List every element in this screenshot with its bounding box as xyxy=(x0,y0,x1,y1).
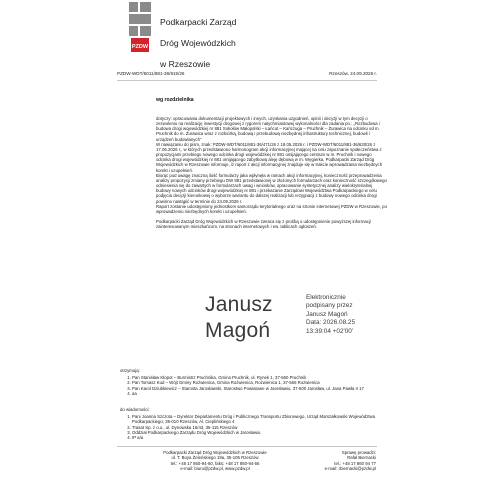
signature-details xyxy=(306,294,355,336)
footer-line: e-mail: rbiernacki@pzdw.pl xyxy=(324,466,376,472)
footer-contact xyxy=(135,450,295,472)
list-item: 2. Trasat Sp. z o.o., ul. Dynowska 15/43, 35-115 Rzeszów xyxy=(132,425,394,430)
list-item: 4. aa xyxy=(132,391,394,396)
org-line: Podkarpacki Zarząd xyxy=(160,16,237,27)
header-divider xyxy=(117,80,377,81)
list-item: 2. Pan Tomasz Kud – Wójt Gminy Rożwienica, Gmina Rożwienica, Rożwienica 1, 37-565 Rożwienica xyxy=(132,380,394,385)
organization-name xyxy=(160,6,236,69)
reference-number: PZDW-WDT/6011/881-36/915/26 xyxy=(117,71,185,76)
recipients-heading: otrzymują: xyxy=(120,368,140,373)
signature-last-name: Magoń xyxy=(205,319,271,342)
footer-line: e-mail: biuro@pzdw.pl, www.pzdw.pl xyxy=(180,466,250,472)
cc-heading: do wiadomości: xyxy=(120,407,150,412)
place-date: Rzeszów, 24.09.2026 r. xyxy=(329,71,377,76)
footer-line: ul. T. Boya Żeleńskiego 19a, 35-105 Rzeszów xyxy=(171,455,259,461)
signature-line: Elektronicznie xyxy=(306,294,346,301)
body-paragraph: W nawiązaniu do pism, znak: PZDW-WDT/6011/881-36/471/26 z 18.05.2026 r. i PZDW-WDT/6011/881-36/630/26 z 17.06.2026 r., w których przedstawiono harmonogram akcji informacyjnej mającej na celu zapoznanie społeczeństwa z propozycjami przebiegu nowego odcinka drogi wojewódzkiej nr 881 omijającego centrum w m. Pruchnik i nowego odcinka drogi wojewódzkiej nr 881 omijającego zabytkową aleję dębową w m. Węgierka, Podkarpacki Zarząd Dróg Wojewódzkich w Rzeszowie informuje, iż raport z akcji informacyjnej znajduje się w trakcie wprowadzania niezbędnych korekt i uzupełnień. xyxy=(156,141,383,173)
list-item: 4. IP a/a xyxy=(132,435,394,440)
pzdw-logo-icon xyxy=(129,2,151,54)
signature-line: 13:39:04 +02'00' xyxy=(306,327,354,335)
list-item: 1. Pani Joanna Szczota – Dyrektor Departamentu Dróg i Publicznego Transportu Zbiorowego, Urząd Marszałkowski Województwa Podkarpackiego, 35-010 Rzeszów, Al. Cieplińskiego 4 xyxy=(132,414,394,424)
subject-paragraph: dotyczy: opracowania dokumentacji projektowych i innych, uzyskania uzgodnień, opinii i decyzji w tym decyzji o zezwoleniu na realizację inwestycji drogowej z rygorem natychmiastowej wykonalności dla zadania pn.: „Rozbudowa i budowa drogi wojewódzkiej nr 881 Sokołów Małopolski – Łańcut – Kańczuga – Pruchnik – Żurawica na odcinku od m. Pruchnik do m. Żurawica wraz z rozbiórką, budową i przebudową niezbędnej infrastruktury technicznej, budowli i urządzeń budowlanych” xyxy=(156,116,380,142)
list-item: 1. Pan Stanisław Kłopot – Burmistrz Pruchnika, Gmina Pruchnik, ul. Rynek 1, 37-560 Pruchnik xyxy=(132,375,394,380)
footer-line: tel.: +48 17 860 94 77 xyxy=(334,460,376,466)
footer-line: Sprawę prowadzi: xyxy=(341,450,376,455)
recipient: wg rozdzielnika xyxy=(156,97,194,103)
body-paragraph: Biorąc pod uwagę znaczną ilość formularzy jaka wpłynęła w ramach akcji informacyjnej, konieczność przeprowadzenia analizy propozycji zmiany przebiegu DW 881 przedstawionej w złożonych formularzach oraz konieczność szczegółowego odniesienia się do zawartych w formularzach uwag i wniosków, opracowanie syntetycznej analizy wielokryterialnej budowy nowych odcinków drogi wojewódzkiej nr 881 i przekazanie Zarządowi Województwa Podkarpackiego w celu podjęcia decyzji kierunkowej o wyborze wariantu do dalszej realizacji lub rezygnacji z budowy nowego odcinka drogi powinno nastąpić w terminie do 24.09.2026 r. xyxy=(156,172,387,204)
signature-name xyxy=(205,292,273,344)
cc-list xyxy=(120,407,394,440)
footer-case-handler xyxy=(304,450,376,472)
signature-line: Janusz Magoń xyxy=(306,310,348,318)
footer-line: Podkarpacki Zarząd Dróg Wojewódzkich w Rzeszowie xyxy=(163,450,267,455)
org-line: w Rzeszowie xyxy=(160,58,211,69)
letter-body xyxy=(156,116,387,234)
body-paragraph: Raport zostanie udostępniony jednostkom samorządu terytorialnego oraz na stronie internetowej PZDW w Rzeszowie, po wprowadzeniu niezbędnych korekt i uzupełnień. xyxy=(156,203,387,214)
svg-text:PZDW: PZDW xyxy=(131,44,149,50)
signature-first-name: Janusz xyxy=(205,293,273,316)
signature-line: podpisany przez xyxy=(306,302,353,310)
org-line: Dróg Wojewódzkich xyxy=(160,37,236,48)
recipients-list xyxy=(120,368,394,396)
footer-divider xyxy=(117,446,377,447)
list-item: 3. Oddział Podkarpackiego Zarządu Dróg Wojewódzkich w Jarosławiu xyxy=(132,430,394,435)
closing-paragraph: Podkarpacki Zarząd Dróg Wojewódzkich w Rzeszowie zwraca się z prośbą o udostępnienie powyższej informacji zainteresowanym mieszkańcom, na stronach internetowych i ew. tablicach ogłoszeń. xyxy=(156,218,371,230)
signature-line: Data: 2026.08.25 xyxy=(306,319,356,327)
footer-line: Rafał Biernacki xyxy=(347,455,376,461)
list-item: 3. Pan Karol Dziubkiewicz – Starosta Jarosławski, Starostwo Powiatowe w Jarosławiu, 37-500 Jarosław, ul. Jana Pawła II 17 xyxy=(132,386,394,391)
footer-line: tel.: +48 17 860-94-60, faks: +48 17 860-94-56 xyxy=(170,460,260,466)
